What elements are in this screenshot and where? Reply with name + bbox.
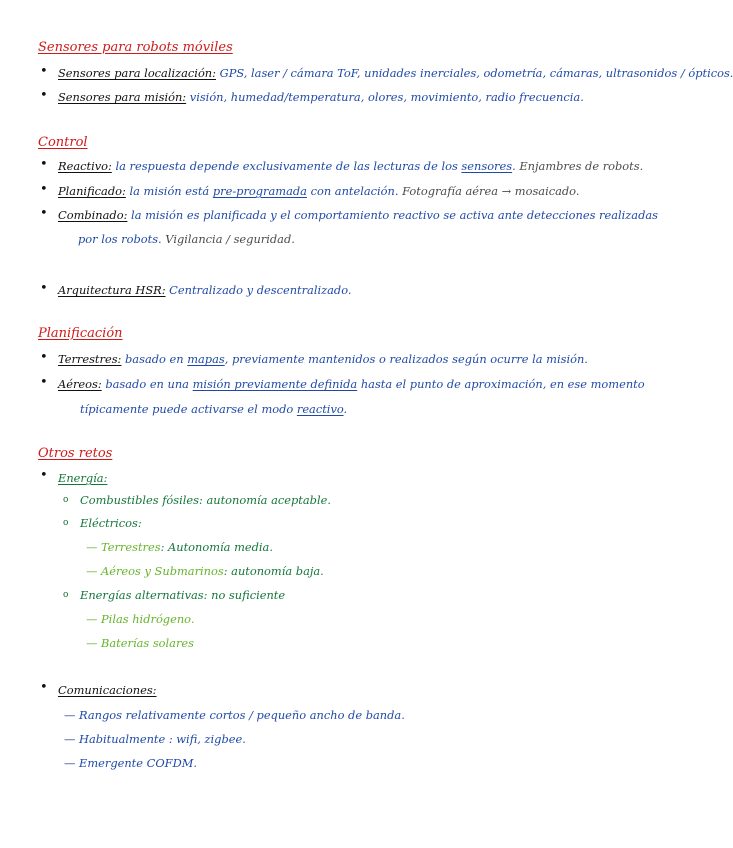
text-terrestres-energia: : Autonomía media.: [160, 540, 273, 554]
bullet: •: [40, 88, 48, 103]
text-reactivo-mode: reactivo: [296, 402, 344, 416]
text-sensores: sensores: [461, 159, 513, 173]
note-enjambres: Enjambres de robots.: [515, 159, 644, 173]
text-combinado: la misión es planificada y el comportamiento reactivo se activa ante detecciones realizadas: [127, 208, 659, 222]
dash: —: [64, 756, 76, 770]
heading-otros-retos: Otros retos: [38, 446, 113, 461]
text-aereos-b: hasta el punto de aproximación, en ese momento: [357, 377, 645, 391]
text-aereos-energia: : autonomía baja.: [223, 564, 324, 578]
label-reactivo: Reactivo:: [58, 159, 112, 173]
label-electricos: Eléctricos:: [80, 516, 142, 530]
bullet: •: [40, 375, 48, 390]
dash: —: [86, 540, 98, 554]
text-combinado-cont: por los robots.: [78, 232, 162, 246]
item-baterias: [86, 636, 194, 651]
label-energia: Energía:: [58, 471, 108, 485]
text-aereos-cont: típicamente puede activarse el modo: [80, 402, 297, 416]
item-sensores-localizacion: [58, 66, 733, 81]
text-rangos: Rangos relativamente cortos / pequeño ancho de banda.: [79, 708, 405, 722]
text-mision-definida: misión previamente definida: [192, 377, 358, 391]
item-alternativas: [80, 588, 285, 603]
item-combinado-cont: [78, 232, 295, 247]
text-pilas: Pilas hidrógeno.: [101, 612, 195, 626]
bullet: •: [40, 157, 48, 172]
item-aereos: [58, 377, 645, 392]
note-vigilancia: Vigilancia / seguridad.: [161, 232, 295, 246]
item-sensores-mision: [58, 90, 584, 105]
item-terrestres: [58, 352, 588, 367]
label-aereos-energia: Aéreos y Submarinos: [101, 564, 224, 578]
dash: —: [86, 636, 98, 650]
bullet: •: [40, 281, 48, 296]
text-alternativas: : no suficiente: [203, 588, 286, 602]
label-combustibles: Combustibles fósiles: [80, 493, 200, 507]
item-reactivo: [58, 159, 643, 174]
text-terrestres-b: , previamente mantenidos o realizados según ocurre la misión.: [224, 352, 588, 366]
circle-bullet: o: [63, 590, 69, 600]
label-comunicaciones: Comunicaciones:: [58, 683, 157, 697]
bullet: •: [40, 206, 48, 221]
item-comunicaciones: [58, 683, 157, 698]
text-mision: visión, humedad/temperatura, olores, movimiento, radio frecuencia.: [186, 90, 584, 104]
text-combustibles: : autonomía aceptable.: [199, 493, 331, 507]
text-aereos: basado en una: [101, 377, 193, 391]
bullet: •: [40, 350, 48, 365]
label-combinado: Combinado:: [58, 208, 128, 222]
label-localizacion: Sensores para localización:: [58, 66, 216, 80]
item-electricos: [80, 516, 142, 531]
item-energia: [58, 471, 107, 486]
item-aereos-energia: [86, 564, 324, 579]
item-aereos-cont: [80, 402, 347, 417]
text-terrestres: basado en: [121, 352, 188, 366]
item-pilas: [86, 612, 194, 627]
bullet: •: [40, 64, 48, 79]
heading-planificacion: Planificación: [38, 326, 123, 341]
text-preprogramada: pre-programada: [212, 184, 307, 198]
text-mapas: mapas: [187, 352, 225, 366]
label-arquitectura: Arquitectura HSR:: [58, 283, 166, 297]
text-habitualmente: Habitualmente : wifi, zigbee.: [79, 732, 246, 746]
note-fotografia: Fotografía aérea → mosaicado.: [398, 184, 580, 198]
item-emergente: [64, 756, 197, 771]
item-planificado: [58, 184, 579, 199]
dash: —: [86, 564, 98, 578]
dash: —: [86, 612, 98, 626]
label-mision: Sensores para misión:: [58, 90, 187, 104]
label-planificado: Planificado:: [58, 184, 126, 198]
text-localizacion: GPS, laser / cámara ToF, unidades inerciales, odometría, cámaras, ultrasonidos / ópticos.: [215, 66, 733, 80]
label-terrestres: Terrestres:: [58, 352, 122, 366]
dash: —: [64, 732, 76, 746]
text-reactivo: la respuesta depende exclusivamente de las lecturas de los: [111, 159, 462, 173]
heading-control: Control: [38, 135, 88, 150]
text-period: .: [343, 402, 348, 416]
text-period: .: [512, 159, 516, 173]
dash: —: [64, 708, 76, 722]
text-arquitectura: Centralizado y descentralizado.: [165, 283, 352, 297]
text-planificado: la misión está: [125, 184, 213, 198]
text-emergente: Emergente COFDM.: [79, 756, 197, 770]
bullet: •: [40, 182, 48, 197]
item-arquitectura: [58, 283, 352, 298]
heading-sensores: Sensores para robots móviles: [38, 40, 233, 55]
item-terrestres-energia: [86, 540, 273, 555]
circle-bullet: o: [63, 518, 69, 528]
label-aereos: Aéreos:: [58, 377, 102, 391]
item-habitualmente: [64, 732, 246, 747]
bullet: •: [40, 468, 48, 483]
label-terrestres-energia: Terrestres: [101, 540, 161, 554]
label-alternativas: Energías alternativas: [80, 588, 204, 602]
item-rangos: [64, 708, 405, 723]
circle-bullet: o: [63, 495, 69, 505]
text-antelacion: con antelación.: [306, 184, 399, 198]
bullet: •: [40, 680, 48, 695]
item-combustibles: [80, 493, 331, 508]
text-baterias: Baterías solares: [101, 636, 195, 650]
item-combinado: [58, 208, 658, 223]
